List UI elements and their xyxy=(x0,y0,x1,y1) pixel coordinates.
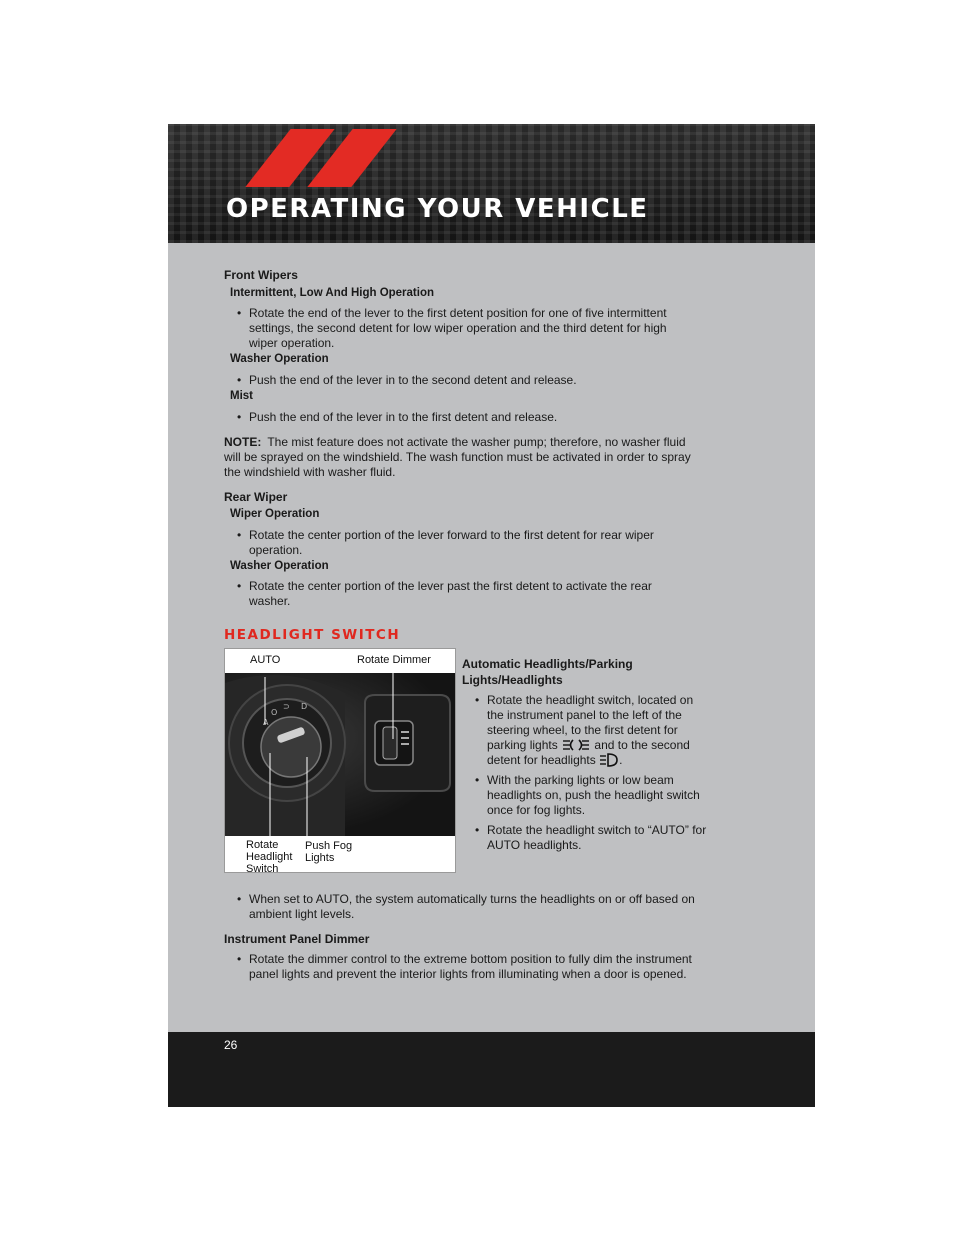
note-paragraph xyxy=(224,435,699,480)
headlights-icon xyxy=(599,753,619,767)
label-auto: AUTO xyxy=(250,654,281,666)
instrument-panel-dimmer-section xyxy=(224,932,704,982)
header-banner xyxy=(168,124,815,243)
mist-subheading: Mist xyxy=(230,390,253,402)
headlight-switch-figure xyxy=(224,648,456,873)
svg-text:O: O xyxy=(271,708,278,717)
bullet-text-b: and to the second detent for headlights xyxy=(487,738,690,767)
bullet-text: Push the end of the lever in to the first detent and release. xyxy=(249,410,558,424)
auto-headlights-section xyxy=(462,656,707,853)
bullet-icon: • xyxy=(237,410,242,424)
rear-wiper-heading: Rear Wiper xyxy=(224,490,288,504)
bullet-icon: • xyxy=(237,952,242,966)
washer-subheading: Washer Operation xyxy=(230,353,329,365)
bullet-text: Push the end of the lever in to the second detent and release. xyxy=(249,373,577,387)
front-wipers-heading: Front Wipers xyxy=(224,268,298,282)
bullet-text: Rotate the center portion of the lever past the first detent to activate the rear washer. xyxy=(249,579,652,608)
dimmer-bullet xyxy=(224,952,694,982)
bullet-text: When set to AUTO, the system automatically turns the headlights on or off based on ambient light levels. xyxy=(249,892,695,921)
bullet-icon: • xyxy=(475,773,480,787)
bullet-text-c: . xyxy=(619,753,623,767)
bullet-text: With the parking lights or low beam headlights on, push the headlight switch once for fog lights. xyxy=(487,773,700,817)
note-text: The mist feature does not activate the washer pump; therefore, no washer fluid will be sprayed on the windshield. The wash function must be activated in order to spray the windshield with washer fluid. xyxy=(224,435,691,479)
page-number: 26 xyxy=(224,1038,238,1052)
headlight-bullet-1 xyxy=(462,693,707,768)
bullet-text: Rotate the headlight switch to “AUTO” for AUTO headlights. xyxy=(487,823,707,852)
mist-bullet xyxy=(224,410,704,425)
svg-text:D: D xyxy=(301,702,308,711)
intermittent-bullet xyxy=(224,306,694,351)
bullet-icon: • xyxy=(237,306,242,320)
bullet-text: Rotate the center portion of the lever forward to the first detent for rear wiper operation. xyxy=(249,528,654,557)
bullet-icon: • xyxy=(237,373,242,387)
wiper-operation-subheading: Wiper Operation xyxy=(230,508,320,520)
headlight-bullet-4 xyxy=(224,892,699,922)
manual-page xyxy=(168,124,815,1107)
bullet-icon: • xyxy=(237,528,242,542)
bullet-icon: • xyxy=(475,823,480,837)
washer-bullet xyxy=(224,373,704,388)
note-label: NOTE: xyxy=(224,435,262,449)
page-footer xyxy=(168,1032,815,1107)
front-wipers-section xyxy=(224,268,704,480)
headlight-switch-title: HEADLIGHT SWITCH xyxy=(224,627,401,643)
page-title: OPERATING YOUR VEHICLE xyxy=(226,194,649,224)
label-rotate-dimmer: Rotate Dimmer xyxy=(357,654,431,666)
rear-washer-subheading: Washer Operation xyxy=(230,560,329,572)
bullet-text: Rotate the dimmer control to the extreme bottom position to fully dim the instrument panel lights and prevent the interior lights from illuminating when a door is opened. xyxy=(249,952,692,981)
label-rotate-headlight-switch: Rotate Headlight Switch xyxy=(246,839,293,875)
bullet-text: Rotate the end of the lever to the first detent position for one of five intermittent settings, the second detent for low wiper operation and the third detent for high wiper operation. xyxy=(249,306,667,350)
bullet-icon: • xyxy=(475,693,480,707)
svg-text:⊃: ⊃ xyxy=(283,702,290,711)
instrument-panel-dimmer-heading: Instrument Panel Dimmer xyxy=(224,932,370,946)
rear-wiper-section xyxy=(224,490,704,609)
label-push-fog-lights: Push Fog Lights xyxy=(305,840,353,864)
headlight-switch-illustration xyxy=(225,673,455,836)
rear-wiper-bullet xyxy=(224,528,689,558)
intermittent-subheading: Intermittent, Low And High Operation xyxy=(230,287,435,299)
svg-text:A: A xyxy=(263,718,269,727)
auto-headlights-heading: Automatic Headlights/Parking Lights/Headlights xyxy=(462,657,633,687)
headlight-switch-photo xyxy=(225,673,455,836)
bullet-icon: • xyxy=(237,579,242,593)
headlight-bullet-3 xyxy=(462,823,707,853)
parking-lights-icon xyxy=(561,738,591,752)
rear-washer-bullet xyxy=(224,579,689,609)
bullet-icon: • xyxy=(237,892,242,906)
bullet-text-a: Rotate the headlight switch, located on the instrument panel to the left of the steering wheel, to the first detent for parking lights xyxy=(487,693,694,752)
headlight-bullet-2 xyxy=(462,773,707,818)
